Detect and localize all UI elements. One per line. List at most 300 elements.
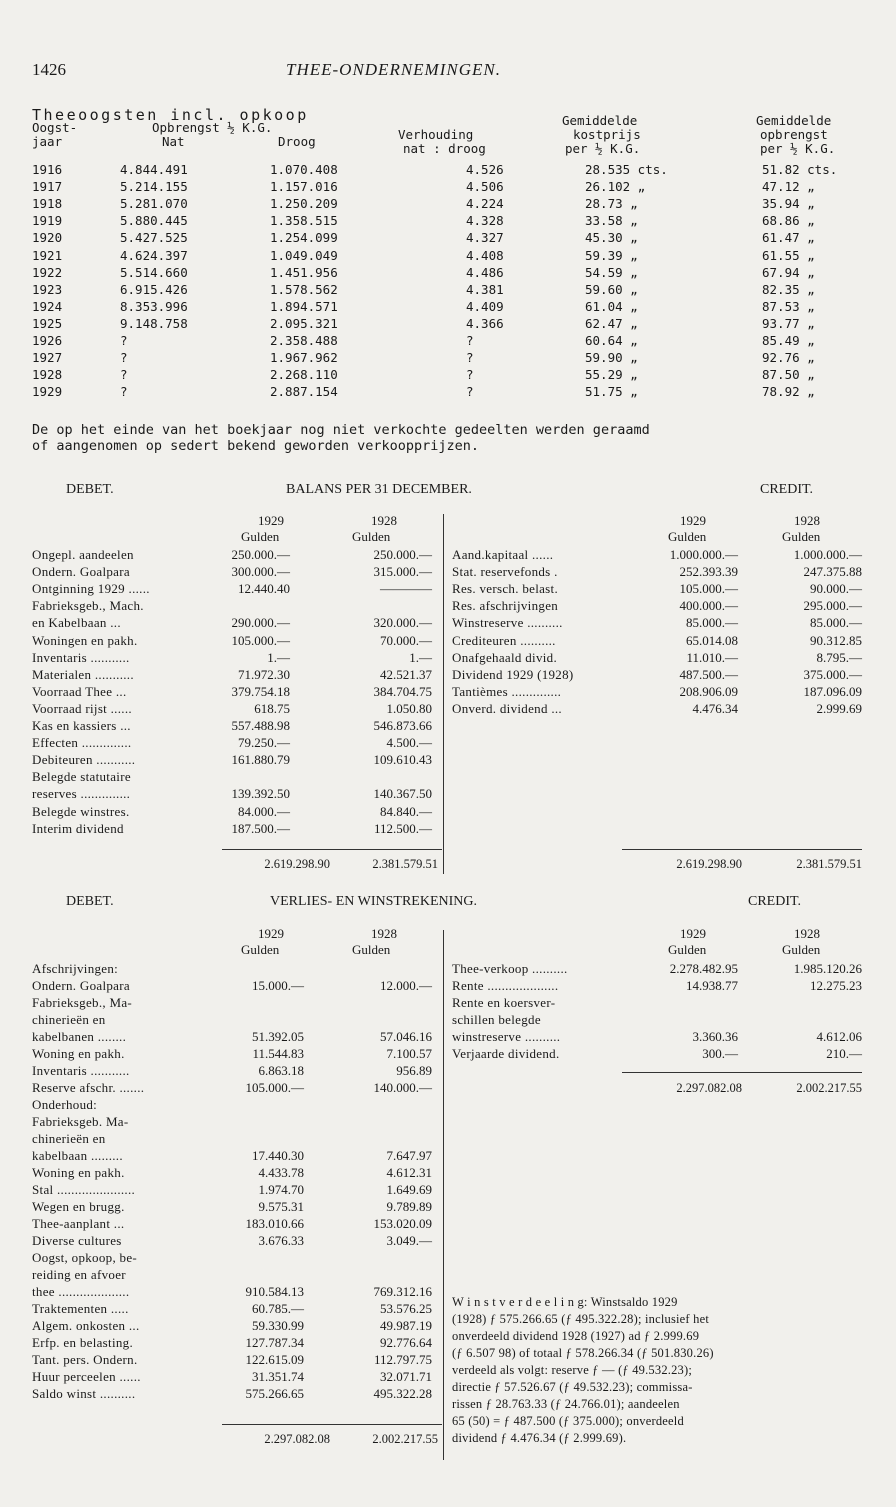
ledger-label: Woningen en pakh. xyxy=(32,632,138,648)
harvest-kost: 59.60 „ xyxy=(585,281,638,297)
bal-right-unit-a: Gulden xyxy=(668,529,707,544)
pl-right-unit-b: Gulden xyxy=(782,942,821,957)
ledger-label: Onafgehaald divid. xyxy=(452,649,558,665)
ledger-value-b: 546.873.66 xyxy=(373,718,432,733)
ledger-value-a: 139.392.50 xyxy=(231,786,290,802)
ledger-value-b: 1.050.80 xyxy=(386,700,432,716)
ledger-value-b: 140.367.50 xyxy=(373,786,432,802)
ledger-value-a: 105.000.— xyxy=(245,1080,304,1095)
ledger-label: Afschrijvingen: xyxy=(32,961,119,976)
col-verh-2: nat : droog xyxy=(403,141,486,156)
ledger-value-b: 384.704.75 xyxy=(373,683,432,699)
ledger-value-b: 4.500.— xyxy=(386,735,432,751)
harvest-opbr: 85.49 „ xyxy=(762,333,815,348)
harvest-verh: 4.409 xyxy=(466,298,504,314)
harvest-droog: 2.268.110 xyxy=(270,367,338,383)
ledger-label: Tantièmes .............. xyxy=(452,683,562,699)
harvest-droog: 1.578.562 xyxy=(270,281,338,297)
ledger-label: Ondern. Goalpara xyxy=(32,564,130,580)
harvest-opbr: 93.77 „ xyxy=(762,315,815,331)
ledger-value-a: 105.000.— xyxy=(679,581,738,597)
col-opbr-2: opbrengst xyxy=(760,127,828,142)
ledger-value-b: 112.500.— xyxy=(373,820,432,836)
running-title: THEE-ONDERNEMINGEN. xyxy=(286,60,501,79)
harvest-droog: 2.887.154 xyxy=(270,384,338,400)
bal-right-total-a: 2.619.298.90 xyxy=(676,857,742,871)
bal-left-unit-a: Gulden xyxy=(241,529,280,544)
harvest-year: 1918 xyxy=(32,196,63,212)
harvest-nat: 5.214.155 xyxy=(120,179,188,195)
ledger-value-a: 84.000.— xyxy=(238,803,290,819)
ledger-label: Traktementen ..... xyxy=(32,1301,129,1316)
ledger-value-a: 85.000.— xyxy=(686,615,738,631)
harvest-nat: 5.427.525 xyxy=(120,230,188,246)
col-opbr-3: per ½ K.G. xyxy=(760,141,836,156)
harvest-nat: ? xyxy=(120,384,128,400)
ledger-value-b: 140.000.— xyxy=(373,1080,432,1095)
winst-line: dividend ƒ 4.476.34 (ƒ 2.999.69). xyxy=(452,1431,627,1445)
ledger-value-b: 250.000.— xyxy=(373,547,432,562)
ledger-value-a: 187.500.— xyxy=(231,820,290,836)
ledger-label: Tant. pers. Ondern. xyxy=(32,1352,138,1367)
ledger-label: Materialen ........... xyxy=(32,666,134,682)
ledger-value-b: 70.000.— xyxy=(380,632,432,648)
harvest-nat: ? xyxy=(120,350,128,366)
harvest-nat: 4.844.491 xyxy=(120,162,188,177)
harvest-verh: 4.408 xyxy=(466,247,504,263)
ledger-label: Saldo winst .......... xyxy=(32,1386,136,1401)
ledger-value-a: 183.010.66 xyxy=(245,1216,304,1231)
ledger-value-b: 32.071.71 xyxy=(380,1369,432,1384)
ledger-label: Onderhoud: xyxy=(32,1097,98,1112)
harvest-opbr: 35.94 „ xyxy=(762,196,815,212)
ledger-value-a: 1.000.000.— xyxy=(669,547,738,562)
ledger-value-b: 320.000.— xyxy=(373,615,432,631)
bal-left-year-a: 1929 xyxy=(258,513,284,528)
col-oogst-2: jaar xyxy=(32,134,63,149)
harvest-year: 1917 xyxy=(32,179,63,195)
harvest-droog: 1.967.962 xyxy=(270,350,338,366)
ledger-value-a: 910.584.13 xyxy=(245,1284,304,1299)
harvest-year: 1924 xyxy=(32,298,63,314)
col-kost-3: per ½ K.G. xyxy=(565,141,641,156)
ledger-value-a: 79.250.— xyxy=(238,735,290,751)
ledger-value-b: 1.— xyxy=(409,649,432,665)
harvest-kost: 60.64 „ xyxy=(585,333,638,348)
ledger-label: Wegen en brugg. xyxy=(32,1199,125,1214)
harvest-verh: ? xyxy=(466,367,474,383)
harvest-droog: 1.049.049 xyxy=(270,247,338,263)
bal-right-unit-b: Gulden xyxy=(782,529,821,544)
ledger-value-a: 400.000.— xyxy=(679,598,738,614)
harvest-nat: 5.880.445 xyxy=(120,213,188,229)
winst-line: rissen ƒ 28.763.33 (ƒ 24.766.01); aandeelen xyxy=(452,1397,680,1411)
harvest-kost: 62.47 „ xyxy=(585,315,638,331)
ledger-label: Crediteuren .......... xyxy=(452,632,556,648)
bal-left-year-b: 1928 xyxy=(371,513,397,528)
pl-credit: CREDIT. xyxy=(748,894,802,909)
ledger-label: Diverse cultures xyxy=(32,1233,122,1248)
harvest-year: 1923 xyxy=(32,281,63,297)
ledger-value-a: 105.000.— xyxy=(231,632,290,648)
ledger-label: Voorraad Thee ... xyxy=(32,683,127,699)
pl-left-total-a: 2.297.082.08 xyxy=(264,1432,330,1446)
ledger-value-a: 17.440.30 xyxy=(252,1148,304,1163)
pl-right-year-b: 1928 xyxy=(794,926,820,941)
ledger-label: chinerieën en xyxy=(32,1012,106,1027)
pl-left-year-a: 1929 xyxy=(258,926,284,941)
ledger-value-b: 1.649.69 xyxy=(386,1182,432,1197)
col-droog: Droog xyxy=(278,134,316,149)
ledger-label: Huur perceelen ...... xyxy=(32,1369,141,1384)
ledger-label: Winstreserve .......... xyxy=(452,615,563,631)
col-opbrengst: Opbrengst ½ K.G. xyxy=(152,120,273,135)
pl-left-total-b: 2.002.217.55 xyxy=(372,1432,438,1446)
ledger-label: Fabrieksgeb., Ma- xyxy=(32,995,133,1010)
ledger-label: en Kabelbaan ... xyxy=(32,615,121,631)
col-kost-1: Gemiddelde xyxy=(562,113,638,128)
ledger-label: Woning en pakh. xyxy=(32,1165,125,1180)
ledger-value-a: 15.000.— xyxy=(252,978,304,993)
bal-right-year-a: 1929 xyxy=(680,513,706,528)
winst-line: (ƒ 6.507 98) of totaal ƒ 578.266.34 (ƒ 501.830.26) xyxy=(452,1346,714,1360)
ledger-value-a: 1.974.70 xyxy=(258,1182,304,1197)
ledger-label: Erfp. en belasting. xyxy=(32,1335,134,1350)
ledger-label: Rente .................... xyxy=(452,978,559,993)
bal-right-year-b: 1928 xyxy=(794,513,820,528)
ledger-label: Res. versch. belast. xyxy=(452,581,559,597)
ledger-value-b: 1.000.000.— xyxy=(793,547,862,562)
harvest-droog: 1.254.099 xyxy=(270,230,338,246)
ledger-value-a: 14.938.77 xyxy=(686,978,738,993)
winst-line: W i n s t v e r d e e l i n g: Winstsaldo 1929 xyxy=(452,1295,678,1309)
ledger-value-b: 153.020.09 xyxy=(373,1216,432,1231)
bal-left-total-a: 2.619.298.90 xyxy=(264,857,330,871)
ledger-label: Res. afschrijvingen xyxy=(452,598,559,614)
ledger-label: kabelbaan ......... xyxy=(32,1148,123,1163)
pl-title: VERLIES- EN WINSTREKENING. xyxy=(270,894,477,909)
ledger-value-a: 11.010.— xyxy=(686,649,738,665)
harvest-droog: 2.358.488 xyxy=(270,333,338,348)
harvest-year: 1926 xyxy=(32,333,63,348)
harvest-droog: 1.157.016 xyxy=(270,179,338,195)
harvest-verh: ? xyxy=(466,384,474,400)
pl-left-year-b: 1928 xyxy=(371,926,397,941)
ledger-value-a: 59.330.99 xyxy=(252,1318,304,1333)
ledger-label: Belegde statutaire xyxy=(32,769,131,785)
ledger-value-a: 300.— xyxy=(702,1046,738,1061)
ledger-value-b: 7.100.57 xyxy=(386,1046,432,1061)
ledger-label: Oogst, opkoop, be- xyxy=(32,1250,138,1265)
ledger-value-a: 71.972.30 xyxy=(238,666,290,682)
harvest-nat: ? xyxy=(120,333,128,348)
ledger-value-a: 208.906.09 xyxy=(679,683,738,699)
ledger-value-a: 11.544.83 xyxy=(252,1046,304,1061)
ledger-value-b: 109.610.43 xyxy=(373,752,432,768)
ledger-value-b: 112.797.75 xyxy=(373,1352,432,1367)
harvest-year: 1920 xyxy=(32,230,63,246)
harvest-verh: 4.526 xyxy=(466,162,504,177)
harvest-verh: 4.366 xyxy=(466,315,504,331)
ledger-label: schillen belegde xyxy=(452,1012,541,1027)
ledger-value-b: 53.576.25 xyxy=(380,1301,432,1316)
harvest-verh: 4.327 xyxy=(466,230,504,246)
harvest-kost: 26.102 „ xyxy=(585,179,646,195)
ledger-value-a: 290.000.— xyxy=(231,615,290,631)
bal-right-total-rule xyxy=(622,849,862,850)
pl-right-total-a: 2.297.082.08 xyxy=(676,1081,742,1095)
harvest-year: 1929 xyxy=(32,384,63,400)
ledger-value-a: 557.488.98 xyxy=(231,718,290,733)
ledger-value-b: 84.840.— xyxy=(380,803,432,819)
ledger-value-a: 12.440.40 xyxy=(238,581,290,597)
harvest-verh: ? xyxy=(466,350,474,366)
ledger-value-b: 187.096.09 xyxy=(803,683,862,699)
harvest-droog: 1.358.515 xyxy=(270,213,338,229)
pl-left-unit-a: Gulden xyxy=(241,942,280,957)
ledger-value-b: 8.795.— xyxy=(816,649,862,665)
ledger-value-b: 57.046.16 xyxy=(380,1029,432,1044)
ledger-label: Algem. onkosten ... xyxy=(32,1318,140,1333)
harvest-kost: 51.75 „ xyxy=(585,384,638,400)
harvest-nat: 5.514.660 xyxy=(120,264,188,280)
harvest-verh: 4.506 xyxy=(466,179,504,195)
col-nat: Nat xyxy=(162,134,185,149)
ledger-value-b: 9.789.89 xyxy=(386,1199,432,1214)
balance-debet: DEBET. xyxy=(66,482,114,497)
ledger-label: Inventaris ........... xyxy=(32,1063,130,1078)
harvest-opbr: 51.82 cts. xyxy=(762,162,838,177)
ledger-label: Stat. reservefonds . xyxy=(452,564,558,580)
winst-line: verdeeld als volgt: reserve ƒ — (ƒ 49.532.23); xyxy=(452,1363,693,1377)
col-oogst-1: Oogst- xyxy=(32,120,78,135)
harvest-year: 1916 xyxy=(32,162,63,177)
harvest-year: 1928 xyxy=(32,367,63,383)
harvest-opbr: 67.94 „ xyxy=(762,264,815,280)
harvest-opbr: 82.35 „ xyxy=(762,281,815,297)
ledger-value-a: 250.000.— xyxy=(231,547,290,562)
harvest-year: 1921 xyxy=(32,247,63,263)
pl-divider xyxy=(443,930,444,1460)
ledger-label: Ondern. Goalpara xyxy=(32,978,130,993)
ledger-value-b: 92.776.64 xyxy=(380,1335,432,1350)
pl-right-total-rule xyxy=(622,1072,862,1073)
ledger-label: Belegde winstres. xyxy=(32,803,130,819)
ledger-value-b: 315.000.— xyxy=(373,564,432,580)
ledger-value-b: 12.275.23 xyxy=(810,978,862,993)
ledger-label: Woning en pakh. xyxy=(32,1046,125,1061)
ledger-label: Rente en koersver- xyxy=(452,995,556,1010)
ledger-value-a: 618.75 xyxy=(254,700,290,716)
ledger-label: kabelbanen ........ xyxy=(32,1029,127,1044)
ledger-value-b: 85.000.— xyxy=(810,615,862,631)
pl-right-year-a: 1929 xyxy=(680,926,706,941)
harvest-droog: 2.095.321 xyxy=(270,315,338,331)
ledger-label: thee .................... xyxy=(32,1284,130,1299)
ledger-label: Ongepl. aandeelen xyxy=(32,547,134,562)
harvest-verh: ? xyxy=(466,333,474,348)
harvest-droog: 1.894.571 xyxy=(270,298,338,314)
ledger-label: Reserve afschr. ....... xyxy=(32,1080,145,1095)
harvest-opbr: 47.12 „ xyxy=(762,179,815,195)
harvest-kost: 45.30 „ xyxy=(585,230,638,246)
harvest-year: 1927 xyxy=(32,350,63,366)
ledger-value-a: 2.278.482.95 xyxy=(669,961,738,976)
winst-line: 65 (50) = ƒ 487.500 (ƒ 375.000); onverdeeld xyxy=(452,1414,684,1428)
ledger-label: Fabrieksgeb. Ma- xyxy=(32,1114,129,1129)
ledger-value-a: 4.476.34 xyxy=(692,700,738,716)
ledger-label: Debiteuren ........... xyxy=(32,752,136,768)
ledger-value-a: 127.787.34 xyxy=(245,1335,304,1350)
ledger-value-a: 1.— xyxy=(267,649,290,665)
harvest-kost: 59.39 „ xyxy=(585,247,638,263)
balance-divider xyxy=(443,514,444,874)
harvest-nat: ? xyxy=(120,367,128,383)
winst-line: onverdeeld dividend 1928 (1927) ad ƒ 2.999.69 xyxy=(452,1329,700,1343)
ledger-value-b: 769.312.16 xyxy=(373,1284,432,1299)
harvest-kost: 61.04 „ xyxy=(585,298,638,314)
ledger-value-b: 2.999.69 xyxy=(816,700,862,716)
ledger-value-a: 575.266.65 xyxy=(245,1386,304,1401)
harvest-nat: 4.624.397 xyxy=(120,247,188,263)
harvest-note-1: De op het einde van het boekjaar nog niet verkochte gedeelten werden geraamd xyxy=(32,422,650,438)
ledger-label: Interim dividend xyxy=(32,820,124,836)
harvest-nat: 9.148.758 xyxy=(120,315,188,331)
ledger-label: Kas en kassiers ... xyxy=(32,718,131,733)
ledger-label: Aand.kapitaal ...... xyxy=(452,547,554,562)
ledger-value-a: 487.500.— xyxy=(679,666,738,682)
harvest-droog: 1.070.408 xyxy=(270,162,338,177)
pl-debet: DEBET. xyxy=(66,894,114,909)
ledger-value-a: 300.000.— xyxy=(231,564,290,580)
ledger-label: reiding en afvoer xyxy=(32,1267,126,1282)
bal-left-unit-b: Gulden xyxy=(352,529,391,544)
harvest-opbr: 87.50 „ xyxy=(762,367,815,383)
ledger-value-b: 295.000.— xyxy=(803,598,862,614)
ledger-label: Voorraad rijst ...... xyxy=(32,700,132,716)
harvest-kost: 28.73 „ xyxy=(585,196,638,212)
ledger-value-b: 495.322.28 xyxy=(373,1386,432,1401)
balance-title: BALANS PER 31 DECEMBER. xyxy=(286,482,472,497)
harvest-year: 1925 xyxy=(32,315,63,331)
ledger-value-a: 9.575.31 xyxy=(258,1199,304,1214)
ledger-value-b: 210.— xyxy=(826,1046,862,1061)
bal-right-total-b: 2.381.579.51 xyxy=(796,857,862,871)
ledger-value-a: 4.433.78 xyxy=(258,1165,304,1180)
harvest-opbr: 61.55 „ xyxy=(762,247,815,263)
ledger-value-b: 90.000.— xyxy=(810,581,862,597)
pl-left-unit-b: Gulden xyxy=(352,942,391,957)
harvest-year: 1922 xyxy=(32,264,63,280)
ledger-value-b: ———— xyxy=(380,581,432,597)
ledger-label: Effecten .............. xyxy=(32,735,132,751)
ledger-label: Onverd. dividend ... xyxy=(452,700,562,716)
harvest-opbr: 78.92 „ xyxy=(762,384,815,400)
ledger-label: reserves .............. xyxy=(32,786,131,802)
ledger-value-a: 161.880.79 xyxy=(231,752,290,768)
ledger-value-b: 956.89 xyxy=(396,1063,432,1078)
ledger-value-a: 252.393.39 xyxy=(679,564,738,580)
ledger-value-b: 12.000.— xyxy=(380,978,432,993)
ledger-label: Stal ...................... xyxy=(32,1182,136,1197)
winst-line: directie ƒ 57.526.67 (ƒ 49.532.23); commissa- xyxy=(452,1380,693,1394)
harvest-nat: 6.915.426 xyxy=(120,281,188,297)
ledger-value-b: 1.985.120.26 xyxy=(793,961,862,976)
harvest-opbr: 68.86 „ xyxy=(762,213,815,229)
ledger-label: Thee-aanplant ... xyxy=(32,1216,125,1231)
page-number: 1426 xyxy=(32,60,66,79)
ledger-label: winstreserve .......... xyxy=(452,1029,561,1044)
harvest-kost: 28.535 cts. xyxy=(585,162,668,177)
harvest-kost: 33.58 „ xyxy=(585,213,638,229)
ledger-value-a: 3.676.33 xyxy=(258,1233,304,1248)
ledger-value-a: 51.392.05 xyxy=(252,1029,304,1044)
col-opbr-1: Gemiddelde xyxy=(756,113,832,128)
harvest-title: Theeoogsten incl. opkoop xyxy=(32,106,309,124)
ledger-label: Fabrieksgeb., Mach. xyxy=(32,598,144,614)
harvest-droog: 1.250.209 xyxy=(270,196,338,212)
ledger-value-a: 3.360.36 xyxy=(692,1029,738,1044)
harvest-kost: 55.29 „ xyxy=(585,367,638,383)
ledger-label: Verjaarde dividend. xyxy=(452,1046,560,1061)
harvest-nat: 8.353.996 xyxy=(120,298,188,314)
harvest-verh: 4.224 xyxy=(466,196,504,212)
ledger-value-b: 247.375.88 xyxy=(803,564,862,580)
ledger-value-a: 31.351.74 xyxy=(252,1369,304,1384)
pl-left-total-rule xyxy=(222,1424,442,1425)
ledger-value-b: 90.312.85 xyxy=(810,632,862,648)
ledger-label: Inventaris ........... xyxy=(32,649,130,665)
harvest-year: 1919 xyxy=(32,213,63,229)
harvest-kost: 59.90 „ xyxy=(585,350,638,366)
harvest-opbr: 87.53 „ xyxy=(762,298,815,314)
ledger-value-a: 6.863.18 xyxy=(258,1063,304,1078)
harvest-opbr: 92.76 „ xyxy=(762,350,815,366)
col-kost-2: kostprijs xyxy=(573,127,641,142)
ledger-value-a: 122.615.09 xyxy=(245,1352,304,1367)
ledger-value-a: 379.754.18 xyxy=(231,683,290,699)
ledger-value-a: 65.014.08 xyxy=(686,632,738,648)
harvest-verh: 4.328 xyxy=(466,213,504,229)
col-verh-1: Verhouding xyxy=(398,127,474,142)
harvest-droog: 1.451.956 xyxy=(270,264,338,280)
ledger-value-a: 60.785.— xyxy=(252,1301,304,1316)
balance-credit: CREDIT. xyxy=(760,482,814,497)
ledger-label: chinerieën en xyxy=(32,1131,106,1146)
ledger-value-b: 4.612.06 xyxy=(816,1029,862,1044)
bal-left-total-rule xyxy=(222,849,442,850)
harvest-opbr: 61.47 „ xyxy=(762,230,815,246)
pl-right-unit-a: Gulden xyxy=(668,942,707,957)
harvest-verh: 4.381 xyxy=(466,281,504,297)
harvest-kost: 54.59 „ xyxy=(585,264,638,280)
ledger-value-b: 375.000.— xyxy=(803,666,862,682)
ledger-label: Dividend 1929 (1928) xyxy=(452,666,574,682)
ledger-value-b: 3.049.— xyxy=(386,1233,432,1248)
harvest-nat: 5.281.070 xyxy=(120,196,188,212)
ledger-value-b: 7.647.97 xyxy=(386,1148,432,1163)
harvest-note-2: of aangenomen op sedert bekend geworden verkoopprijzen. xyxy=(32,438,480,454)
ledger-value-b: 42.521.37 xyxy=(380,666,432,682)
harvest-verh: 4.486 xyxy=(466,264,504,280)
ledger-value-b: 49.987.19 xyxy=(380,1318,432,1333)
pl-right-total-b: 2.002.217.55 xyxy=(796,1081,862,1095)
bal-left-total-b: 2.381.579.51 xyxy=(372,857,438,871)
ledger-label: Thee-verkoop .......... xyxy=(452,961,568,976)
ledger-value-b: 4.612.31 xyxy=(386,1165,432,1180)
winst-line: (1928) ƒ 575.266.65 (ƒ 495.322.28); inclusief het xyxy=(452,1312,709,1326)
ledger-label: Ontginning 1929 ...... xyxy=(32,581,150,597)
